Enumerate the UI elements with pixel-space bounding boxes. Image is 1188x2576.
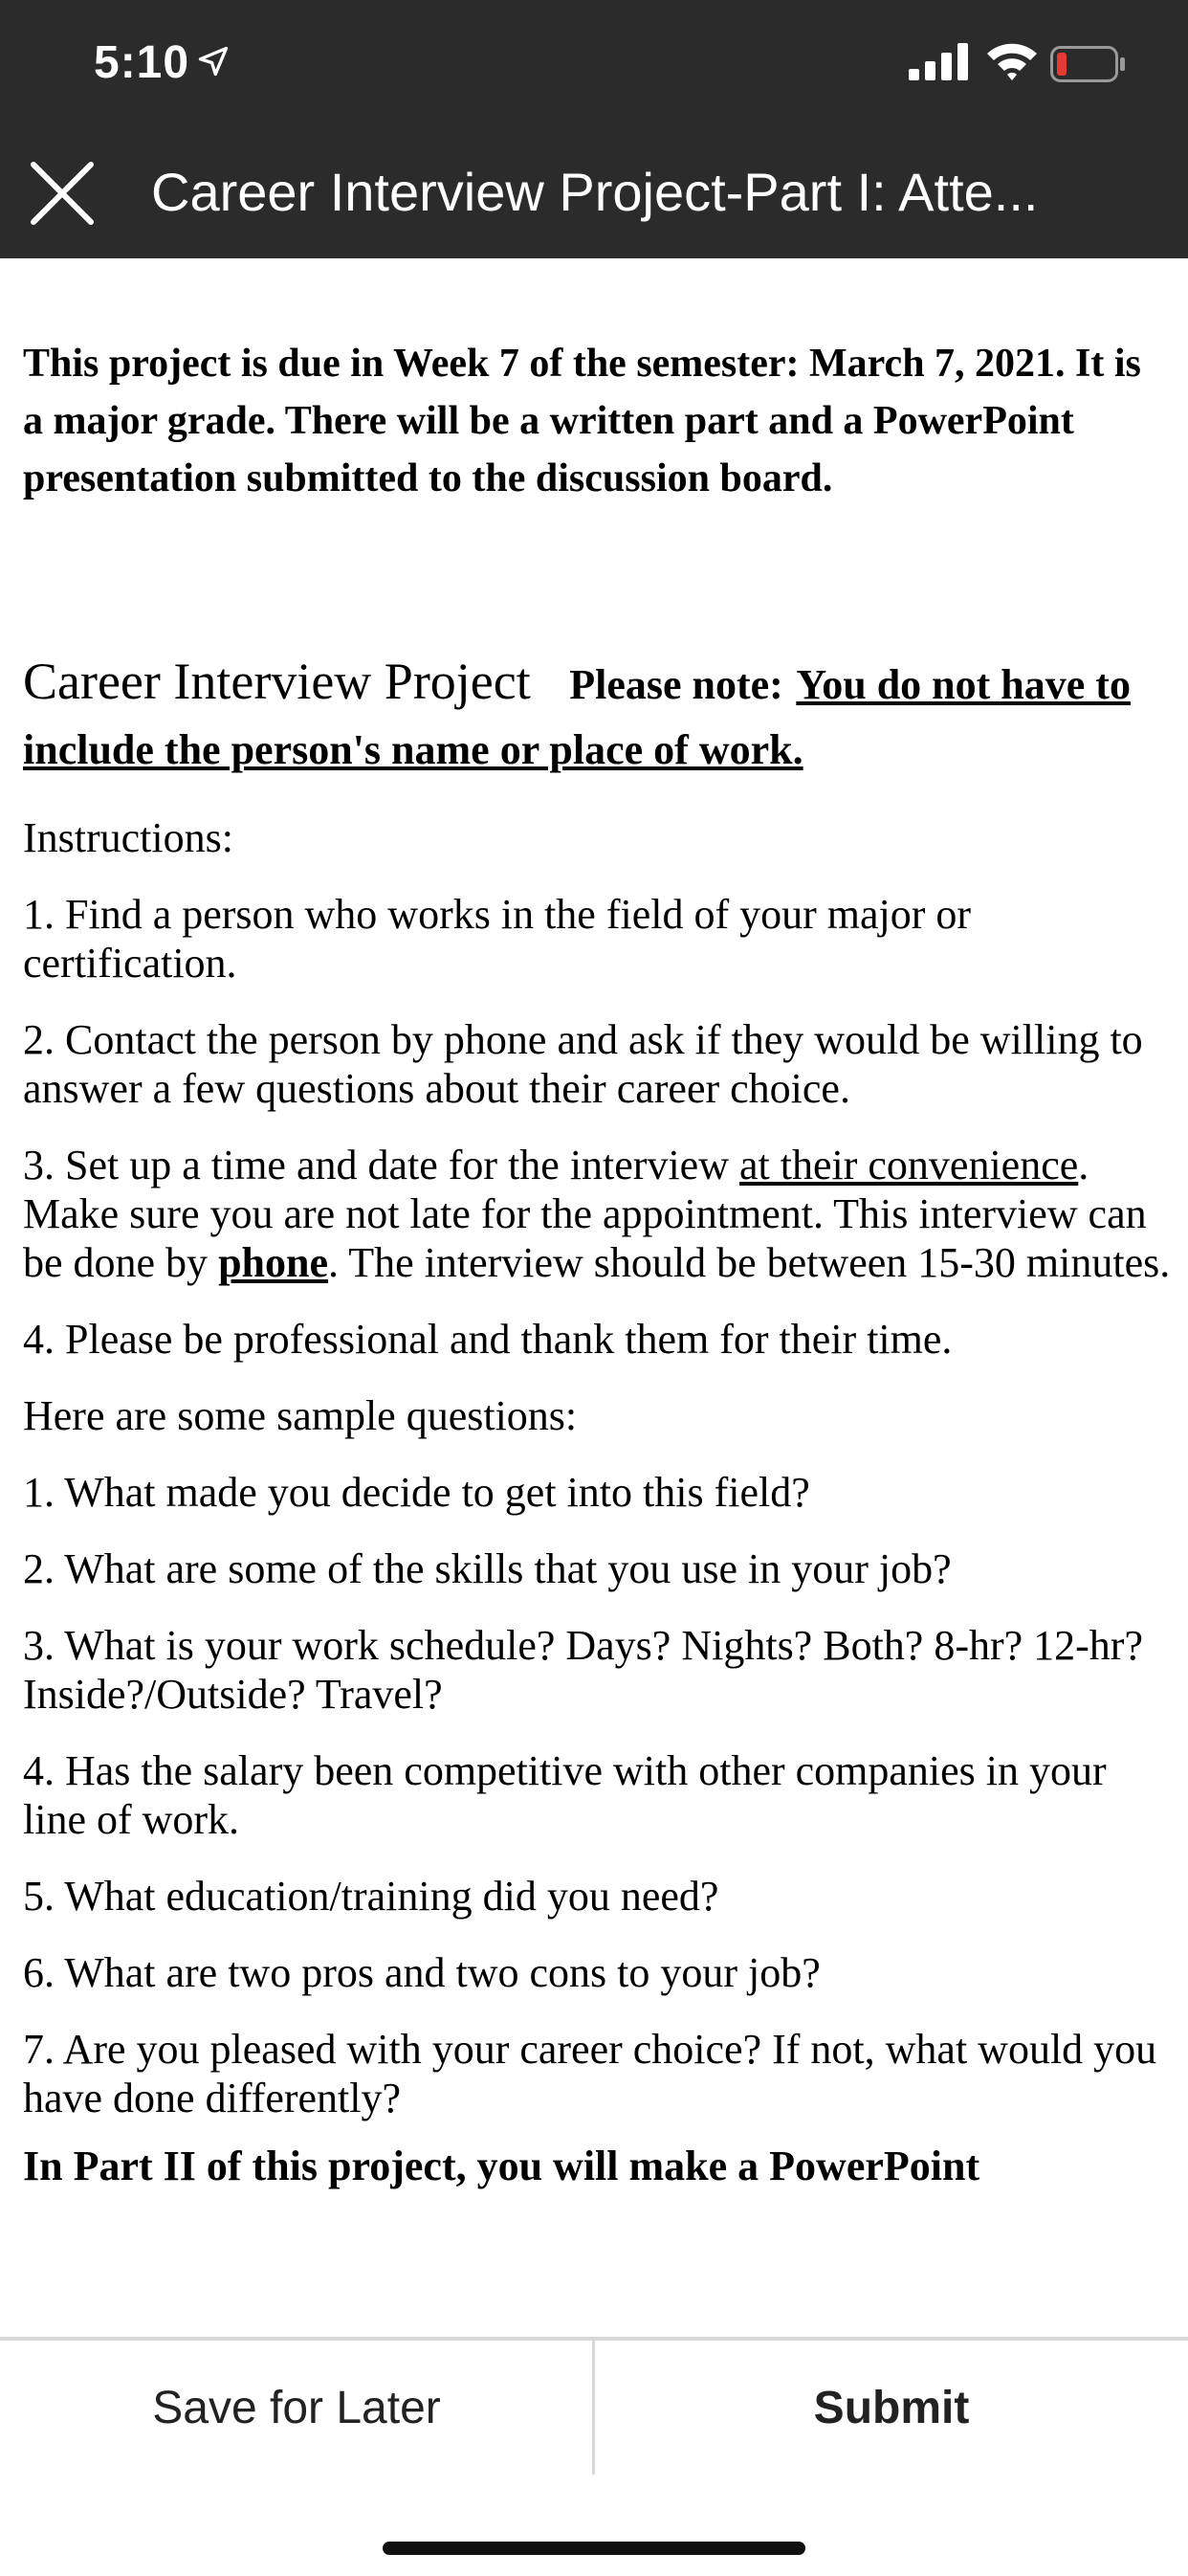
header bbox=[0, 129, 1188, 258]
instruction-step-3 bbox=[23, 1141, 1171, 1287]
sample-questions-heading: Here are some sample questions: bbox=[23, 1392, 578, 1439]
status-time: 5:10 bbox=[94, 37, 190, 88]
step3-phone: phone bbox=[218, 1239, 329, 1286]
instruction-step-1: 1. Find a person who works in the field of your major or certification. bbox=[23, 891, 972, 987]
part-two-paragraph: In Part II of this project, you will make a PowerPoint bbox=[23, 2143, 980, 2189]
sample-question-5: 5. What education/training did you need? bbox=[23, 1873, 719, 1920]
project-heading bbox=[23, 651, 1171, 781]
sample-question-6: 6. What are two pros and two cons to your job? bbox=[23, 1949, 821, 1996]
intro-paragraph: This project is due in Week 7 of the semester: March 7, 2021. It is a major grade. There will be a written part and a PowerPoint presentation submitted to the discussion board. bbox=[23, 342, 1141, 500]
please-note-text: You do not have to include the person's name or place of work. bbox=[23, 661, 1131, 773]
step3-part-c: . Make sure you are not late for the appointment. This interview can be done by bbox=[23, 1142, 1147, 1286]
top-bar bbox=[0, 0, 1188, 258]
location-arrow-icon bbox=[196, 44, 231, 83]
cell-signal-icon bbox=[909, 42, 970, 85]
instruction-step-2: 2. Contact the person by phone and ask if they would be willing to answer a few questions about their career choice. bbox=[23, 1016, 1143, 1112]
sample-question-3: 3. What is your work schedule? Days? Nights? Both? 8-hr? 12-hr? Inside?/Outside? Travel? bbox=[23, 1622, 1143, 1718]
please-note-label: Please note: bbox=[569, 661, 783, 708]
instructions-heading: Instructions: bbox=[23, 814, 233, 861]
project-title: Career Interview Project bbox=[23, 653, 531, 710]
page-title: Career Interview Project-Part I: Atte... bbox=[151, 162, 1039, 222]
sample-question-1: 1. What made you decide to get into this field? bbox=[23, 1469, 810, 1516]
submit-button[interactable]: Submit bbox=[813, 2382, 970, 2433]
status-bar bbox=[0, 0, 1188, 129]
close-icon[interactable] bbox=[29, 160, 96, 227]
sample-question-4: 4. Has the salary been competitive with other companies in your line of work. bbox=[23, 1747, 1107, 1843]
step3-part-e: . The interview should be between 15-30 minutes. bbox=[328, 1239, 1171, 1286]
battery-low-icon bbox=[1050, 46, 1127, 87]
bottom-action-bar bbox=[0, 2337, 1188, 2576]
step3-convenience: at their convenience bbox=[739, 1142, 1079, 1188]
save-for-later-button[interactable]: Save for Later bbox=[152, 2382, 441, 2433]
sample-question-7: 7. Are you pleased with your career choice? If not, what would you have done differently? bbox=[23, 2026, 1157, 2121]
step3-part-a: 3. Set up a time and date for the interview bbox=[23, 1142, 739, 1188]
wifi-icon bbox=[985, 40, 1039, 85]
sample-question-2: 2. What are some of the skills that you use in your job? bbox=[23, 1545, 952, 1592]
assignment-content bbox=[23, 335, 1171, 2190]
content-scroll-area[interactable] bbox=[0, 335, 1188, 2337]
home-indicator bbox=[383, 2542, 805, 2555]
instruction-step-4: 4. Please be professional and thank them for their time. bbox=[23, 1316, 953, 1363]
